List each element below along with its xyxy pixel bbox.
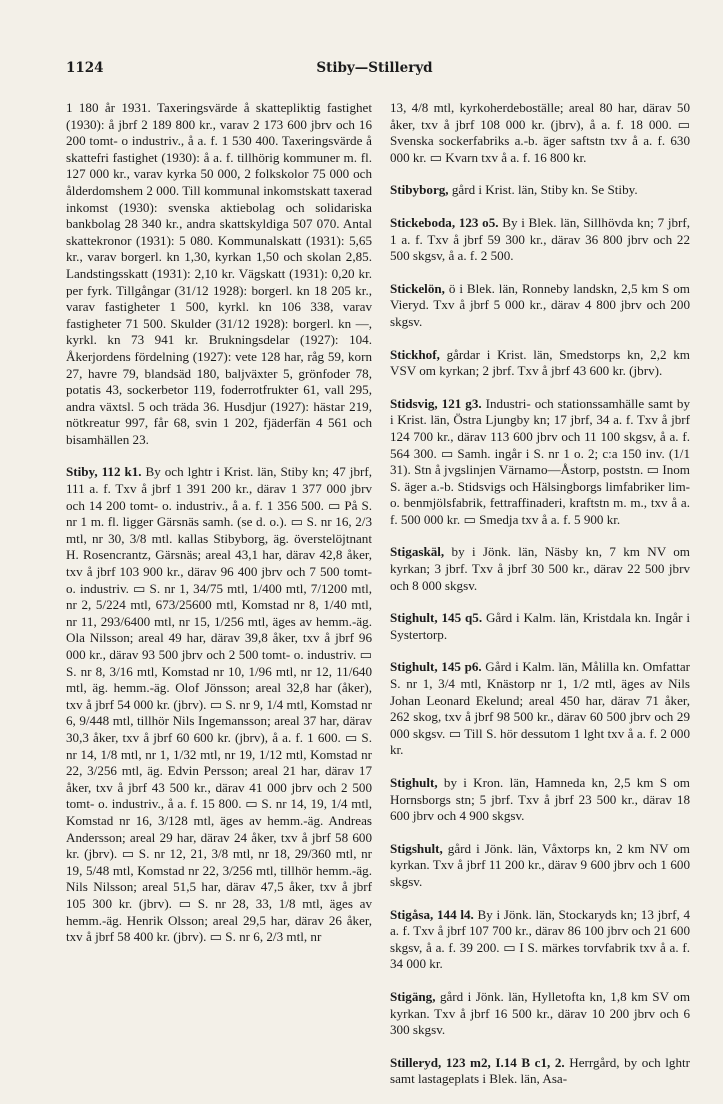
dictionary-entry xyxy=(390,775,690,825)
entry-text: By i Blek. län, Sillhövda kn; 7 jbrf, 1 a. f. Txv å jbrf 59 300 kr., därav 36 800 jbrv och 22 500 skgsv, å a. f. 2 500. xyxy=(390,214,690,264)
entry-headword: Stickelön, xyxy=(390,280,445,296)
entry-headword: Stigaskäl, xyxy=(390,544,445,560)
dictionary-entry xyxy=(390,182,690,199)
entry-text: gårdar i Krist. län, Smedstorps kn, 2,2 km VSV om kyrkan; 2 jbrf. Txv å jbrf 43 600 kr. (jbrv). xyxy=(390,346,690,379)
entry-text: Herrgård, by och lghtr samt lastageplats i Blek. län, Asa- xyxy=(390,1054,690,1087)
dictionary-entry xyxy=(390,610,690,643)
running-head: Stiby—Stilleryd xyxy=(316,60,433,76)
dictionary-entry xyxy=(66,464,372,945)
entry-headword: Stiby, 112 k1. xyxy=(66,464,142,480)
entry-headword: Stighult, 145 q5. xyxy=(390,610,483,626)
entry-headword: Stickhof, xyxy=(390,346,440,362)
entry-text: 13, 4/8 mtl, kyrkoherdeboställe; areal 80 har, därav 50 åker, txv å jbrf 108 000 kr. (jbrv), å a. f. 18 000. ▭ Svenska sockerfabriks a.-b. äger saftstn txv å a. f. 630 000 kr. ▭ Kvarn txv å a. f. 16 800 kr. xyxy=(390,100,690,165)
dictionary-entry xyxy=(390,100,690,166)
entry-headword: Stickeboda, 123 o5. xyxy=(390,214,499,230)
page-number: 1124 xyxy=(66,60,104,76)
entry-text: Industri- och stationssamhälle samt by i Krist. län, Östra Ljungby kn; 17 jbrf, 34 a. f. Txv å jbrf 124 700 kr., därav 113 600 jbrv och 11 100 skgsv, å a. f. 564 300. ▭ Samh. ingår i S. nr 1 o. 2; c:a 150 inv. (1/1 31). Stn å jvgslinjen Värnamo—Åstorp, poststn. ▭ Inom S. äger a.-b. Stidsvigs och Hälsingborgs limfabriker lim- o. benmjölsfabrik, fettraffinaderi, kraftstn m. m., txv å a. f. 500 000 kr. ▭ Smedja txv å a. f. 5 900 kr. xyxy=(390,395,690,527)
entry-headword: Stighult, xyxy=(390,775,438,790)
dictionary-entry xyxy=(66,100,372,448)
entry-text: By och lghtr i Krist. län, Stiby kn; 47 jbrf, 111 a. f. Txv å jbrf 1 391 200 kr., därav 1 377 000 jbrv och 14 200 tomt- o. industriv., å a. f. 1 356 500. ▭ På S. nr 1 m. fl. ligger Gärsnäs samh. (se d. o.). ▭ S. nr 16, 2/3 mtl, nr 30, 3/8 mtl. kallas Stibyborg, äg. överstelöjtnant H. Rosencrantz, Gärsnäs; areal 43,1 har, därav 42,8 åker, txv å jbrf 103 900 kr., därav 96 400 jbrv och 7 500 tomt- o. industriv. ▭ S. nr 1, 34/75 mtl, 1/400 mtl, 7/1200 mtl, nr 2, 5/224 mtl, 673/25600 mtl, Komstad nr 8, 1/40 mtl, nr 11, 293/6400 mtl, nr 15, 1/256 mtl, äges av hemm.-äg. Ola Nilsson; areal 49 har, därav 39,8 åker, txv å jbrf 96 000 kr., därav 93 500 jbrv och 2 500 tomt- o. industriv. ▭ S. nr 8, 3/16 mtl, Komstad nr 10, 1/96 mtl, nr 12, 11/640 mtl, äg. hemm.-äg. Olof Jönsson; areal 32,8 har (åker), txv å jbrf 54 000 kr. (jbrv). ▭ S. nr 9, 1/4 mtl, Komstad nr 6, 9/448 mtl, tillhör Nils Ingemansson; areal 37 har, därav 30,3 åker, txv å jbrf 60 600 kr. (jbrv), å a. f. 1 600. ▭ S. nr 14, 1/8 mtl, nr 1, 1/32 mtl, nr 19, 1/12 mtl, Komstad nr 22, 3/256 mtl, äg. Edvin Persson; areal 21 har, därav 17 åker, txv å jbrf 43 500 kr., därav 41 000 jbrv och 2 500 tomt- o. industriv., å a. f. 15 800. ▭ S. nr 14, 19, 1/4 mtl, Komstad nr 16, 3/128 mtl, äges av hemm.-äg. Andreas Andersson; areal 29 har, därav 24 åker, txv å jbrf 58 600 kr. (jbrv). ▭ S. nr 12, 21, 3/8 mtl, nr 18, 29/360 mtl, nr 19, 5/48 mtl, Komstad nr 22, 3/256 mtl, tillhör hemm.-äg. Nils Nilsson; areal 51,5 har, därav 47,5 åker, txv å jbrf 105 300 kr. (jbrv). ▭ S. nr 28, 33, 1/8 mtl, äges av hemm.-äg. Henrik Olsson; areal 29,5 har, därav 26 åker, txv å jbrf 58 400 kr. (jbrv). ▭ S. nr 6, 2/3 mtl, nr xyxy=(66,464,372,945)
entry-headword: Stigshult, xyxy=(390,840,443,856)
dictionary-entry xyxy=(390,215,690,265)
entry-text: gård i Jönk. län, Våxtorps kn, 2 km NV om kyrkan. Txv å jbrf 11 200 kr., därav 9 600 jbrv och 1 600 skgsv. xyxy=(390,840,690,889)
entry-text: ö i Blek. län, Ronneby landskn, 2,5 km S om Vieryd. Txv å jbrf 5 000 kr., därav 4 800 jbrv och 200 skgsv. xyxy=(390,280,690,329)
dictionary-entry xyxy=(390,396,690,529)
entry-headword: Stigäng, xyxy=(390,988,436,1004)
entry-headword: Stidsvig, 121 g3. xyxy=(390,395,482,411)
dictionary-entry xyxy=(390,281,690,331)
entry-text: by i Jönk. län, Näsby kn, 7 km NV om kyrkan; 3 jbrf. Txv å jbrf 30 500 kr., därav 22 500 jbrv och 8 000 skgsv. xyxy=(390,544,690,593)
dictionary-entry xyxy=(390,907,690,973)
dictionary-entry xyxy=(390,347,690,380)
entry-text: Gård i Kalm. län, Kristdala kn. Ingår i Systertorp. xyxy=(390,610,690,642)
entry-headword: Stighult, 145 p6. xyxy=(390,659,482,675)
entry-text: By i Jönk. län, Stockaryds kn; 13 jbrf, 4 a. f. Txv å jbrf 107 700 kr., därav 86 100 jbrv och 21 600 skgsv, å a. f. 39 200. ▭ I S. märkes torvfabrik txv å a. f. 34 000 kr. xyxy=(390,906,691,972)
dictionary-entry xyxy=(390,989,690,1039)
entry-text: Gård i Kalm. län, Målilla kn. Omfattar S. nr 1, 3/4 mtl, Knästorp nr 1, 1/2 mtl, äges av Nils Johan Leonard Ekelund; areal 450 har, därav 71 åker, 262 skog, txv å jbrf 98 500 kr., därav 60 500 jbrv och 29 000 skgsv. ▭ Till S. hör dessutom 1 lght txv å a. f. 2 000 kr. xyxy=(390,659,690,758)
dictionary-entry xyxy=(390,1055,690,1088)
dictionary-entry xyxy=(390,544,690,594)
page-header xyxy=(66,58,683,80)
entry-text: gård i Krist. län, Stiby kn. Se Stiby. xyxy=(448,182,638,198)
entry-headword: Stigåsa, 144 l4. xyxy=(390,906,474,922)
entry-text: gård i Jönk. län, Hylletofta kn, 1,8 km SV om kyrkan. Txv å jbrf 16 500 kr., därav 10 200 jbrv och 6 300 skgsv. xyxy=(390,988,690,1038)
entry-text: by i Kron. län, Hamneda kn, 2,5 km S om Hornsborgs stn; 5 jbrf. Txv å jbrf 23 500 kr., därav 18 600 jbrv och 4 900 skgsv. xyxy=(390,775,690,824)
dictionary-entry xyxy=(390,841,690,891)
dictionary-entry xyxy=(390,659,690,759)
entry-headword: Stilleryd, 123 m2, I.14 B c1, 2. xyxy=(390,1054,565,1070)
left-column xyxy=(66,100,372,962)
right-column xyxy=(390,100,690,1104)
entry-headword: Stibyborg, xyxy=(390,182,449,198)
entry-text: 1 180 år 1931. Taxeringsvärde å skattepliktig fastighet (1930): å jbrf 2 189 800 kr., varav 2 173 600 jbrv och 16 200 tomt- o industriv., å a. f. 1 530 400. Taxeringsvärde å skattefri fastighet (1930): å a. f. tillhörig kommuner m. fl. 127 000 kr., varav kyrka 50 000, 2 folkskolor 75 000 och ålderdomshem 2 000. Till kommunal inkomstskatt taxerad inkomst (1930): svenska aktiebolag och solidariska bankbolag 28 340 kr., andra skattskyldiga 507 070. Antal skattekronor (1931): 5 080. Kommunalskatt (1931): 5,65 kr., varav borgerl. kn 1,30, kyrkan 1,50 och skolan 2,85. Landstingsskatt (1931): 2,10 kr. Vägskatt (1931): 0,20 kr. per fyrk. Tillgångar (31/12 1928): borgerl. kn 18 205 kr., varav fastigheter 1 500, kyrkl. kn 106 338, varav fastigheter 71 500. Skulder (31/12 1928): borgerl. kn —, kyrkl. kn 73 941 kr. Brukningsdelar (1927): 104. Åkerjordens fördelning (1927): vete 128 har, råg 59, korn 27, havre 79, blandsäd 180, baljväxter 5, grönfoder 78, potatis 43, sockerbetor 119, foderrotfrukter 61, vall 295, andra växtsl. 5 och träda 36. Husdjur (1927): hästar 219, nötkreatur 997, får 68, svin 1 202, fjäderfän 4 561 och bisamhällen 23. xyxy=(66,100,372,447)
